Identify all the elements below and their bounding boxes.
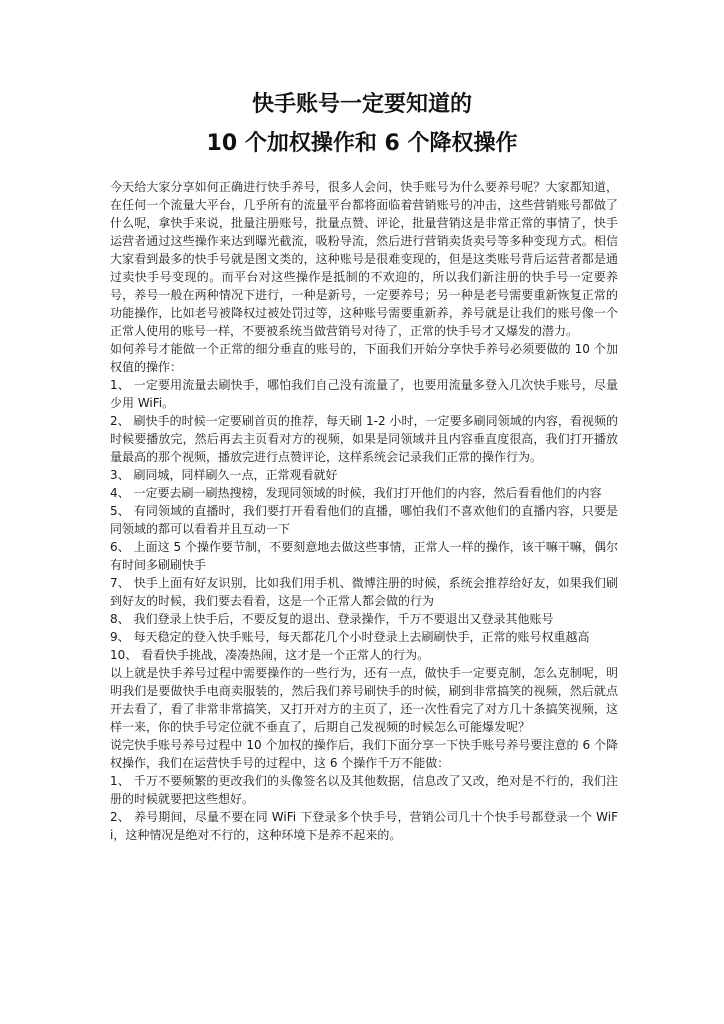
list-item-boost-6: 6、 上面这 5 个操作要节制，不要刻意地去做这些事情，正常人一样的操作，该干嘛干嘛，偶尔有时间多刷刷快手 (110, 540, 618, 572)
paragraph-penalty-intro: 说完快手账号养号过程中 10 个加权的操作后，我们下面分享一下快手账号养号要注意的 6 个降权操作，我们在运营快手号的过程中，这 6 个操作千万不能做： (110, 738, 618, 770)
list-item-boost-4: 4、 一定要去刷一刷热搜榜，发现同领域的时候，我们打开他们的内容，然后看看他们的内容 (110, 486, 602, 500)
document-title-line1: 快手账号一定要知道的 (251, 92, 472, 117)
paragraph-intro: 今天给大家分享如何正确进行快手养号，很多人会问，快手账号为什么要养号呢？大家都知道，在任何一个流量大平台，几乎所有的流量平台都将面临着营销账号的冲击，这些营销账号都做了什么呢，拿快手来说，批量注册账号，批量点赞、评论，批量营销这是非常正常的事情了，快手运营者通过这些操作来达到曝光截流，吸粉导流，然后进行营销卖货卖号等多种变现方式。相信大家看到最多的快手号就是图文类的，这种账号是很难变现的，但是这类账号背后运营者都是通过卖快手号变现的。而平台对这些操作是抵制的不欢迎的，所以我们新注册的快手号一定要养号，养号一般在两种情况下进行，一种是新号，一定要养号；另一种是老号需要重新恢复正常的功能操作，比如老号被降权过被处罚过等，这种账号需要重新养，养号就是让我们的账号像一个正常人使用的账号一样，不要被系统当做营销号对待了，正常的快手号才又爆发的潜力。 (110, 180, 618, 338)
list-item-boost-7: 7、 快手上面有好友识别，比如我们用手机、微博注册的时候，系统会推荐给好友，如果我们刷到好友的时候，我们要去看看，这是一个正常人都会做的行为 (110, 576, 618, 608)
document-title-line2: 10 个加权操作和 6 个降权操作 (206, 131, 518, 156)
list-item-boost-3: 3、 刷同城，同样刷久一点，正常观看就好 (110, 468, 338, 482)
list-item-penalty-1: 1、 千万不要频繁的更改我们的头像签名以及其他数据，信息改了又改，绝对是不行的，我们注册的时候就要把这些想好。 (110, 774, 618, 806)
list-item-penalty-2: 2、 养号期间，尽量不要在同 WiFi 下登录多个快手号，营销公司几十个快手号都登录一个 WiFi，这种情况是绝对不行的，这种环境下是养不起来的。 (110, 810, 618, 842)
list-item-boost-5: 5、 有同领域的直播时，我们要打开看看他们的直播，哪怕我们不喜欢他们的直播内容，只要是同领域的都可以看看并且互动一下 (110, 504, 618, 536)
list-item-boost-10: 10、 看看快手挑战，凑凑热闹，这才是一个正常人的行为。 (110, 648, 430, 662)
document-body (110, 178, 618, 844)
list-item-boost-1: 1、 一定要用流量去刷快手，哪怕我们自己没有流量了，也要用流量多登入几次快手账号，尽量少用 WiFi。 (110, 378, 618, 410)
list-item-boost-2: 2、 刷快手的时候一定要刷首页的推荐，每天刷 1-2 小时，一定要多刷同领域的内容，看视频的时候要播放完，然后再去主页看对方的视频，如果是同领域并且内容垂直度很高，我们打开播放量最高的那个视频，播放完进行点赞评论，这样系统会记录我们正常的操作行为。 (110, 414, 618, 464)
paragraph-summary: 以上就是快手养号过程中需要操作的一些行为，还有一点，做快手一定要克制，怎么克制呢，明明我们是要做快手电商卖服装的，然后我们养号刷快手的时候，刷到非常搞笑的视频，然后就点开去看了，看了非常非常搞笑，又打开对方的主页了，还一次性看完了对方几十条搞笑视频，这样一来，你的快手号定位就不垂直了，后期自己发视频的时候怎么可能爆发呢？ (110, 666, 618, 734)
list-item-boost-8: 8、 我们登录上快手后，不要反复的退出、登录操作，千万不要退出又登录其他账号 (110, 612, 554, 626)
list-item-boost-9: 9、 每天稳定的登入快手账号，每天都花几个小时登录上去刷刷快手，正常的账号权重越高 (110, 630, 590, 644)
paragraph-boost-intro: 如何养号才能做一个正常的细分垂直的账号的，下面我们开始分享快手养号必须要做的 10 个加权值的操作： (110, 342, 618, 374)
